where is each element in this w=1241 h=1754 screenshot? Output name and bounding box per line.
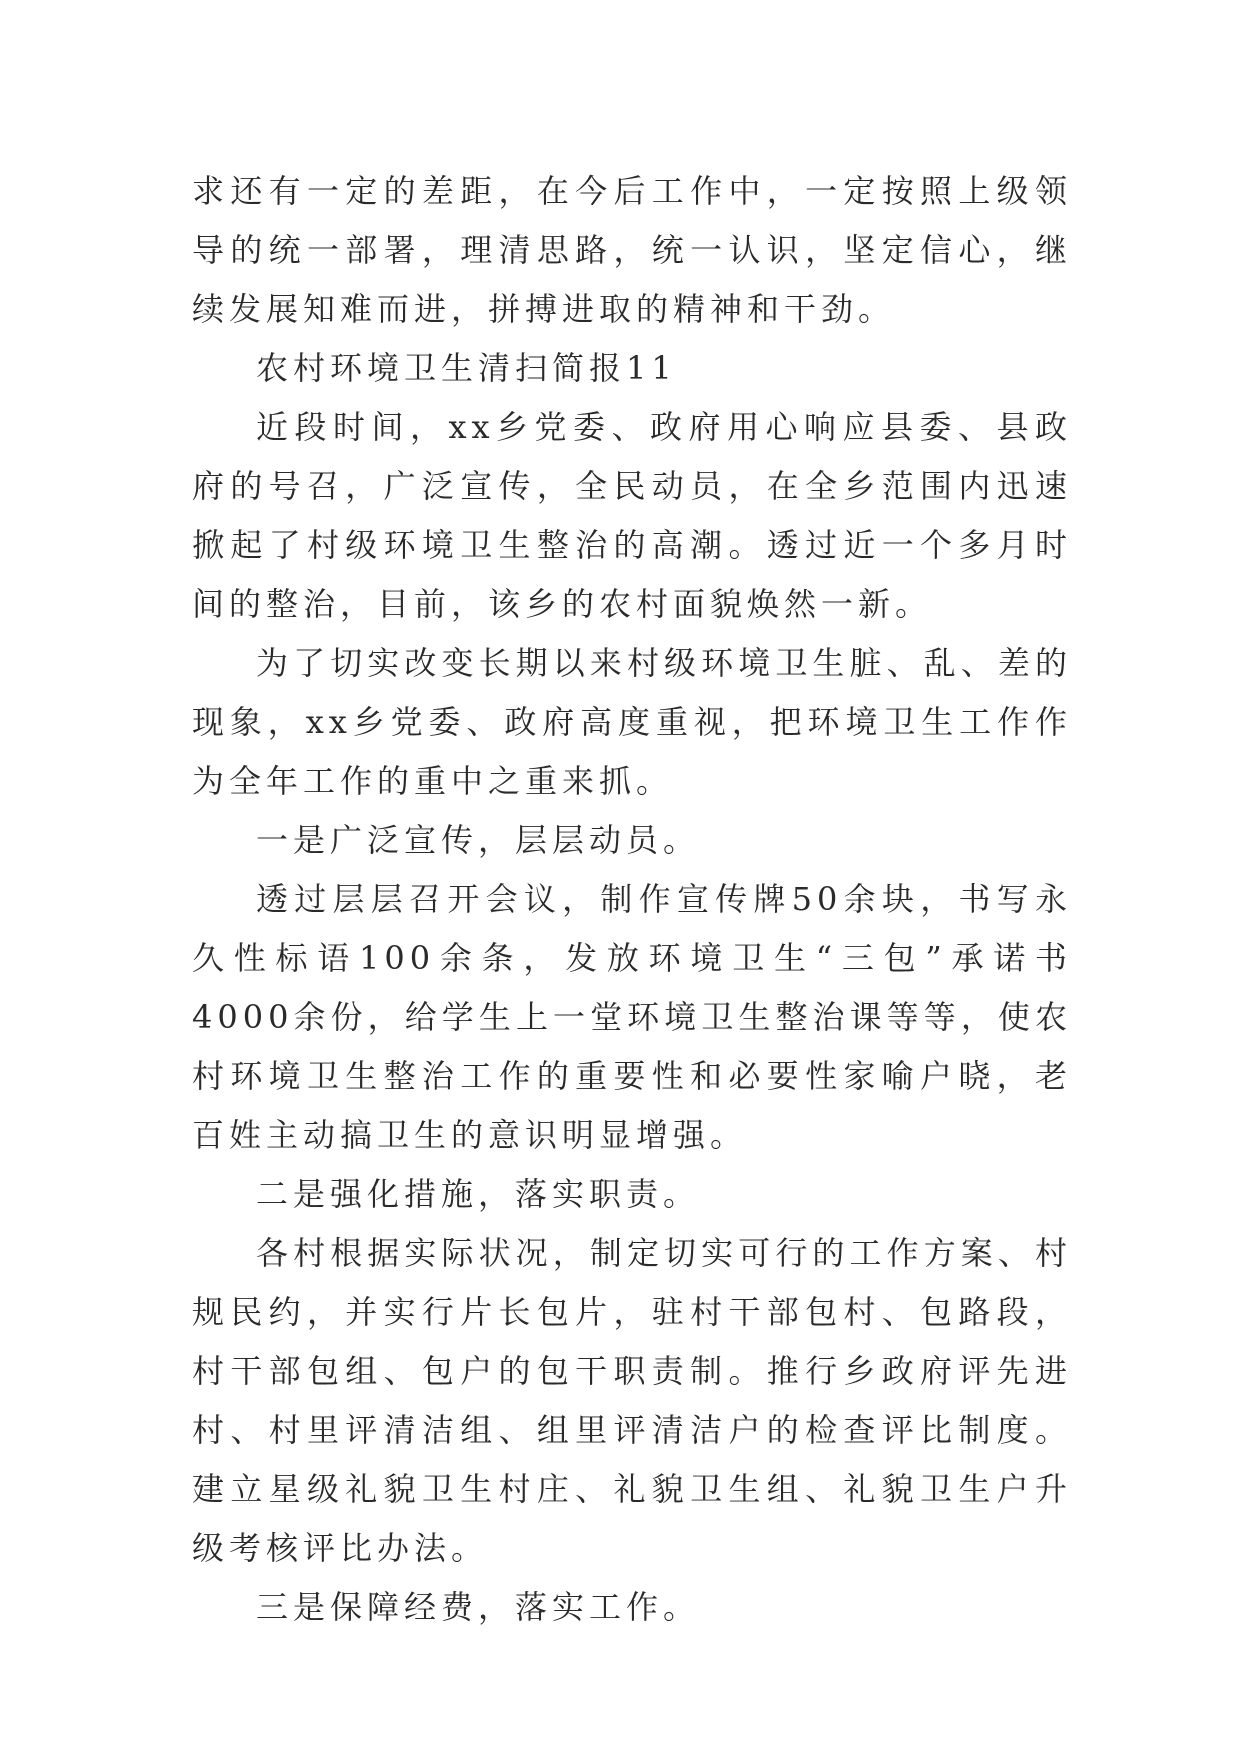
- section-heading-2: 二是强化措施，落实职责。: [256, 1175, 701, 1213]
- section-heading-1: 一是广泛宣传，层层动员。: [256, 821, 701, 859]
- paragraph-section-1: 透过层层召开会议，制作宣传牌50余块，书写永久性标语100余条，发放环境卫生“三包”承诺书4000余份，给学生上一堂环境卫生整治课等等，使农村环境卫生整治工作的重要性和必要性家喻户晓，老百姓主动搞卫生的意识明显增强。: [192, 880, 1072, 1154]
- paragraph-intro: 近段时间，xx乡党委、政府用心响应县委、县政府的号召，广泛宣传，全民动员，在全乡范围内迅速掀起了村级环境卫生整治的高潮。透过近一个多月时间的整治，目前，该乡的农村面貌焕然一新。: [192, 408, 1072, 623]
- document-body: [192, 162, 1072, 1637]
- paragraph-section-2: 各村根据实际状况，制定切实可行的工作方案、村规民约，并实行片长包片，驻村干部包村、包路段，村干部包组、包户的包干职责制。推行乡政府评先进村、村里评清洁组、组里评清洁户的检查评比制度。建立星级礼貌卫生村庄、礼貌卫生组、礼貌卫生户升级考核评比办法。: [192, 1234, 1072, 1567]
- briefing-title: 农村环境卫生清扫简报11: [256, 349, 677, 387]
- paragraph-continuation: 求还有一定的差距，在今后工作中，一定按照上级领导的统一部署，理清思路，统一认识，坚定信心，继续发展知难而进，拼搏进取的精神和干劲。: [192, 172, 1072, 328]
- section-heading-3: 三是保障经费，落实工作。: [256, 1588, 701, 1626]
- paragraph-background: 为了切实改变长期以来村级环境卫生脏、乱、差的现象，xx乡党委、政府高度重视，把环境卫生工作作为全年工作的重中之重来抓。: [192, 644, 1072, 800]
